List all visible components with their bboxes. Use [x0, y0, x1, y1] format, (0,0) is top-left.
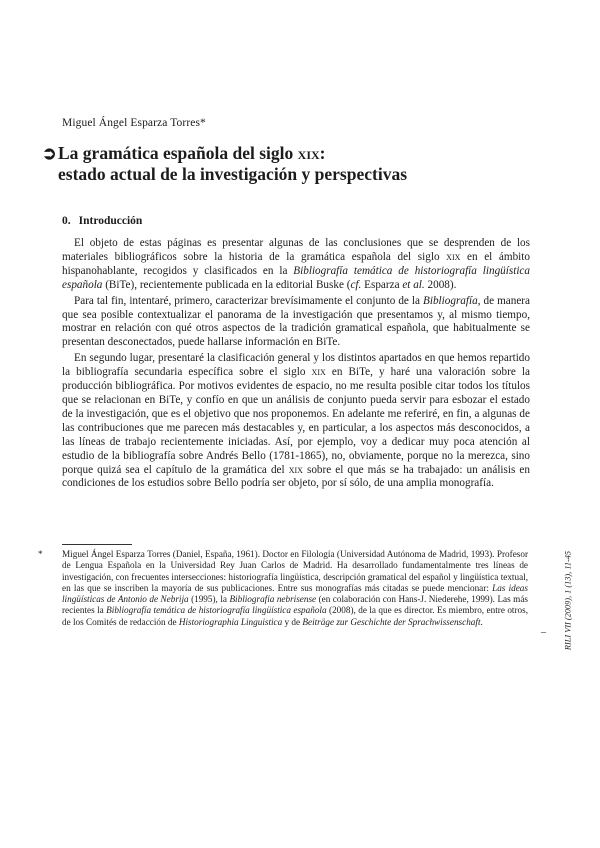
- running-head-text: RILI VII (2009), 1 (13), 11-45: [563, 550, 573, 651]
- footnote-mark: *: [38, 549, 43, 559]
- footnote-divider: [62, 544, 132, 545]
- footnote: * Miguel Ángel Esparza Torres (Daniel, España, 1961). Doctor en Filología (Universidad Autónoma de Madrid, 1993). Profesor de Lengua Española en la Universidad Rey Juan Carlos de Madrid. Ha desarrollado fundamentalmente tres líneas de investigación, con frecuentes intersecciones: historiografía lingüística, descripción gramatical del español y lingüística textual, en las que se inscriben la mayoría de sus publicaciones. Entre sus monografías más citadas se puede mencionar: Las ideas lingüísticas de Antonio de Nebrija (1995), la Bibliografía nebrisense (en colaboración con Hans-J. Niederehe, 1999). Las más recientes la Bibliografía temática de historiografía lingüística española (2008), de la que es director. Es miembro, entre otros, de los Comités de redacción de Historiographia Linguistica y de Beiträge zur Geschichte der Sprachwissenschaft.: [38, 549, 529, 627]
- arrow-icon: ➲: [42, 143, 57, 163]
- author-line: Miguel Ángel Esparza Torres*: [62, 117, 206, 129]
- section-heading: [62, 215, 142, 227]
- paragraph-1: El objeto de estas páginas es presentar algunas de las conclusiones que se desprenden de los materiales bibliográficos sobre la historia de la gramática española del siglo xix en el ámbito hispanohablante, recogidos y clasificados en la Bibliografía temática de historiografía lingüística española (BiTe), recientemente publicada en la editorial Buske (cf. Esparza et al. 2008).: [62, 237, 530, 291]
- paragraph-2: Para tal fin, intentaré, primero, caracterizar brevísimamente el conjunto de la Bibliografía, de manera que sea posible contextualizar el panorama de la investigación que presentamos y, al mismo tiempo, mostrar en relación con qué otros aspectos de la tradición gramatical española, que habitualmente se presentan desconectados, puede hallarse información en BiTe.: [62, 294, 530, 349]
- body-text: [62, 237, 530, 493]
- article-title: [42, 143, 542, 185]
- page-mark: –: [541, 627, 546, 638]
- paragraph-3: En segundo lugar, presentaré la clasificación general y los distintos apartados en que hemos repartido la bibliografía secundaria específica sobre el siglo xix en BiTe, y haré una valoración sobre la producción bibliográfica. Por motivos evidentes de espacio, no me resulta posible citar todos los títulos que se relacionan en BiTe, y confío en que un análisis de conjunto pueda servir para esbozar el estado de la investigación, que es el objetivo que nos proponemos. En adelante me referiré, en fin, a algunas de las contribuciones que me parecen más destacables y, en particular, a los aspectos más desconocidos, a las líneas de trabajo recientemente iniciadas. Así, por ejemplo, voy a dedicar muy poca atención al estudio de la bibliografía sobre Andrés Bello (1781-1865), no, obviamente, porque no la merezca, sino porque quizá sea el capítulo de la gramática del xix sobre el que más se ha trabajado: un análisis en condiciones de los estudios sobre Bello podría ser objeto, por sí sólo, de una amplia monografía.: [62, 352, 530, 490]
- running-head: [560, 548, 576, 660]
- section-number: 0.: [62, 215, 71, 227]
- title-line1: La gramática española del siglo xix:: [58, 143, 326, 163]
- title-line2: estado actual de la investigación y perspectivas: [58, 164, 408, 184]
- section-title: Introducción: [78, 215, 143, 227]
